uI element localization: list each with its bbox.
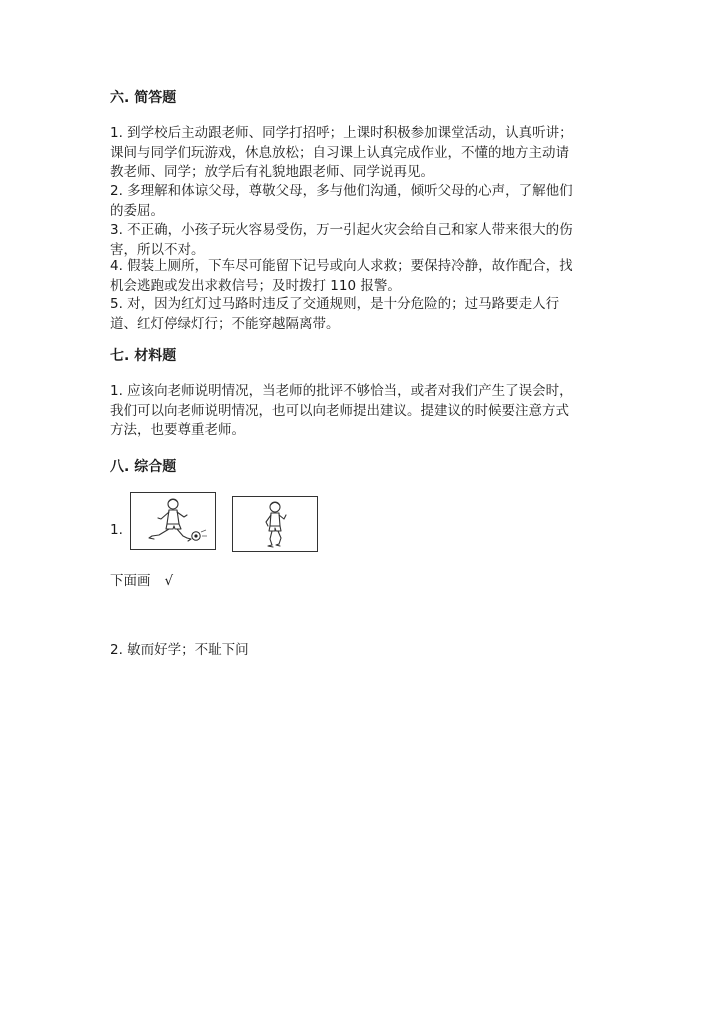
section-7-item-1 — [110, 382, 610, 441]
text-line: 5. 对，因为红灯过马路时违反了交通规则，是十分危险的；过马路要走人行 — [110, 296, 560, 312]
kicking-child-illustration — [131, 493, 215, 549]
check-mark: √ — [164, 573, 174, 589]
picture-child-kicking-ball — [130, 492, 216, 550]
picture-child-running — [232, 496, 318, 552]
section-6-item-3 — [110, 221, 610, 260]
text-line: 2. 多理解和体谅父母，尊敬父母，多与他们沟通，倾听父母的心声，了解他们 — [110, 183, 573, 199]
section-6-title: 六. 简答题 — [110, 90, 177, 106]
section-6-item-2 — [110, 182, 610, 221]
section-7-title: 七. 材料题 — [110, 348, 177, 364]
text-line: 方法，也要尊重老师。 — [110, 422, 245, 438]
section-6-item-4 — [110, 257, 610, 296]
text-line: 教老师、同学；放学后有礼貌地跟老师、同学说再见。 — [110, 164, 434, 180]
text-line: 3. 不正确，小孩子玩火容易受伤，万一引起火灾会给自己和家人带来很大的伤 — [110, 222, 573, 238]
text-line: 的委屈。 — [110, 202, 164, 219]
section-8-title: 八. 综合题 — [110, 459, 177, 475]
question-2-answer: 2. 敏而好学；不耻下问 — [110, 642, 249, 658]
text-line: 害，所以不对。 — [110, 241, 205, 258]
text-line: 4. 假装上厕所，下车尽可能留下记号或向人求救；要保持冷静，故作配合，找 — [110, 258, 573, 274]
section-6-item-5 — [110, 295, 610, 334]
text-line: 1. 到学校后主动跟老师、同学打招呼；上课时积极参加课堂活动，认真听讲； — [110, 125, 573, 141]
running-child-illustration — [233, 497, 317, 551]
text-line: 机会逃跑或发出求救信号；及时拨打 110 报警。 — [110, 277, 401, 294]
question-1-answer — [110, 571, 173, 591]
text-line: 我们可以向老师说明情况，也可以向老师提出建议。提建议的时候要注意方式 — [110, 402, 569, 419]
answer-text: 下面画 — [110, 573, 151, 589]
section-6-item-1 — [110, 124, 610, 183]
question-1-label: 1. — [110, 522, 123, 538]
text-line: 道、红灯停绿灯行；不能穿越隔离带。 — [110, 315, 340, 332]
text-line: 1. 应该向老师说明情况，当老师的批评不够恰当，或者对我们产生了误会时， — [110, 383, 573, 399]
text-line: 课间与同学们玩游戏，休息放松；自习课上认真完成作业，不懂的地方主动请 — [110, 144, 569, 161]
